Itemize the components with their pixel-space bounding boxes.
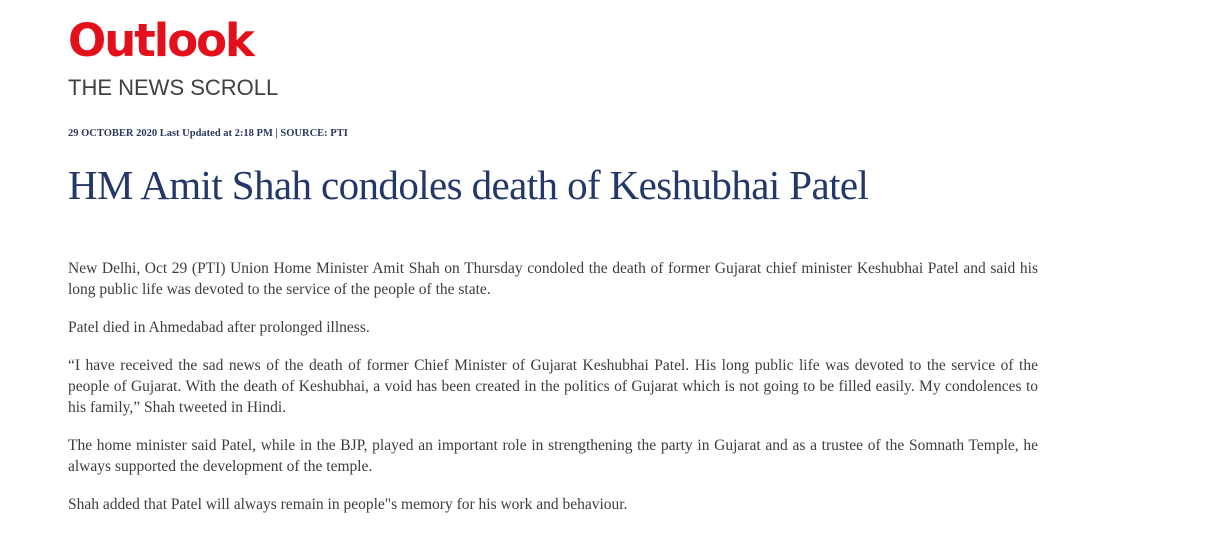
article-meta: 29 OCTOBER 2020 Last Updated at 2:18 PM | SOURCE: PTI (68, 128, 348, 139)
section-title[interactable]: THE NEWS SCROLL (68, 75, 279, 100)
outlook-logo[interactable]: Outlook (68, 14, 253, 67)
article-headline: HM Amit Shah condoles death of Keshubhai Patel (68, 162, 869, 208)
article-paragraph: Shah added that Patel will always remain in people"s memory for his work and behaviour. (68, 496, 628, 513)
article-body (68, 258, 1038, 532)
article-paragraph: New Delhi, Oct 29 (PTI) Union Home Minister Amit Shah on Thursday condoled the death of former Gujarat chief minister Keshubhai Patel and said his long public life was devoted to the service of the people of the state. (68, 260, 1038, 298)
article-paragraph: Patel died in Ahmedabad after prolonged illness. (68, 319, 370, 336)
article-paragraph: “I have received the sad news of the death of former Chief Minister of Gujarat Keshubhai Patel. His long public life was devoted to the service of the people of Gujarat. With the death of Keshubhai, a void has been created in the politics of Gujarat which is not going to be filled easily. My condolences to his family,” Shah tweeted in Hindi. (68, 357, 1038, 416)
article-paragraph: The home minister said Patel, while in the BJP, played an important role in strengthening the party in Gujarat and as a trustee of the Somnath Temple, he always supported the development of the temple. (68, 437, 1038, 475)
